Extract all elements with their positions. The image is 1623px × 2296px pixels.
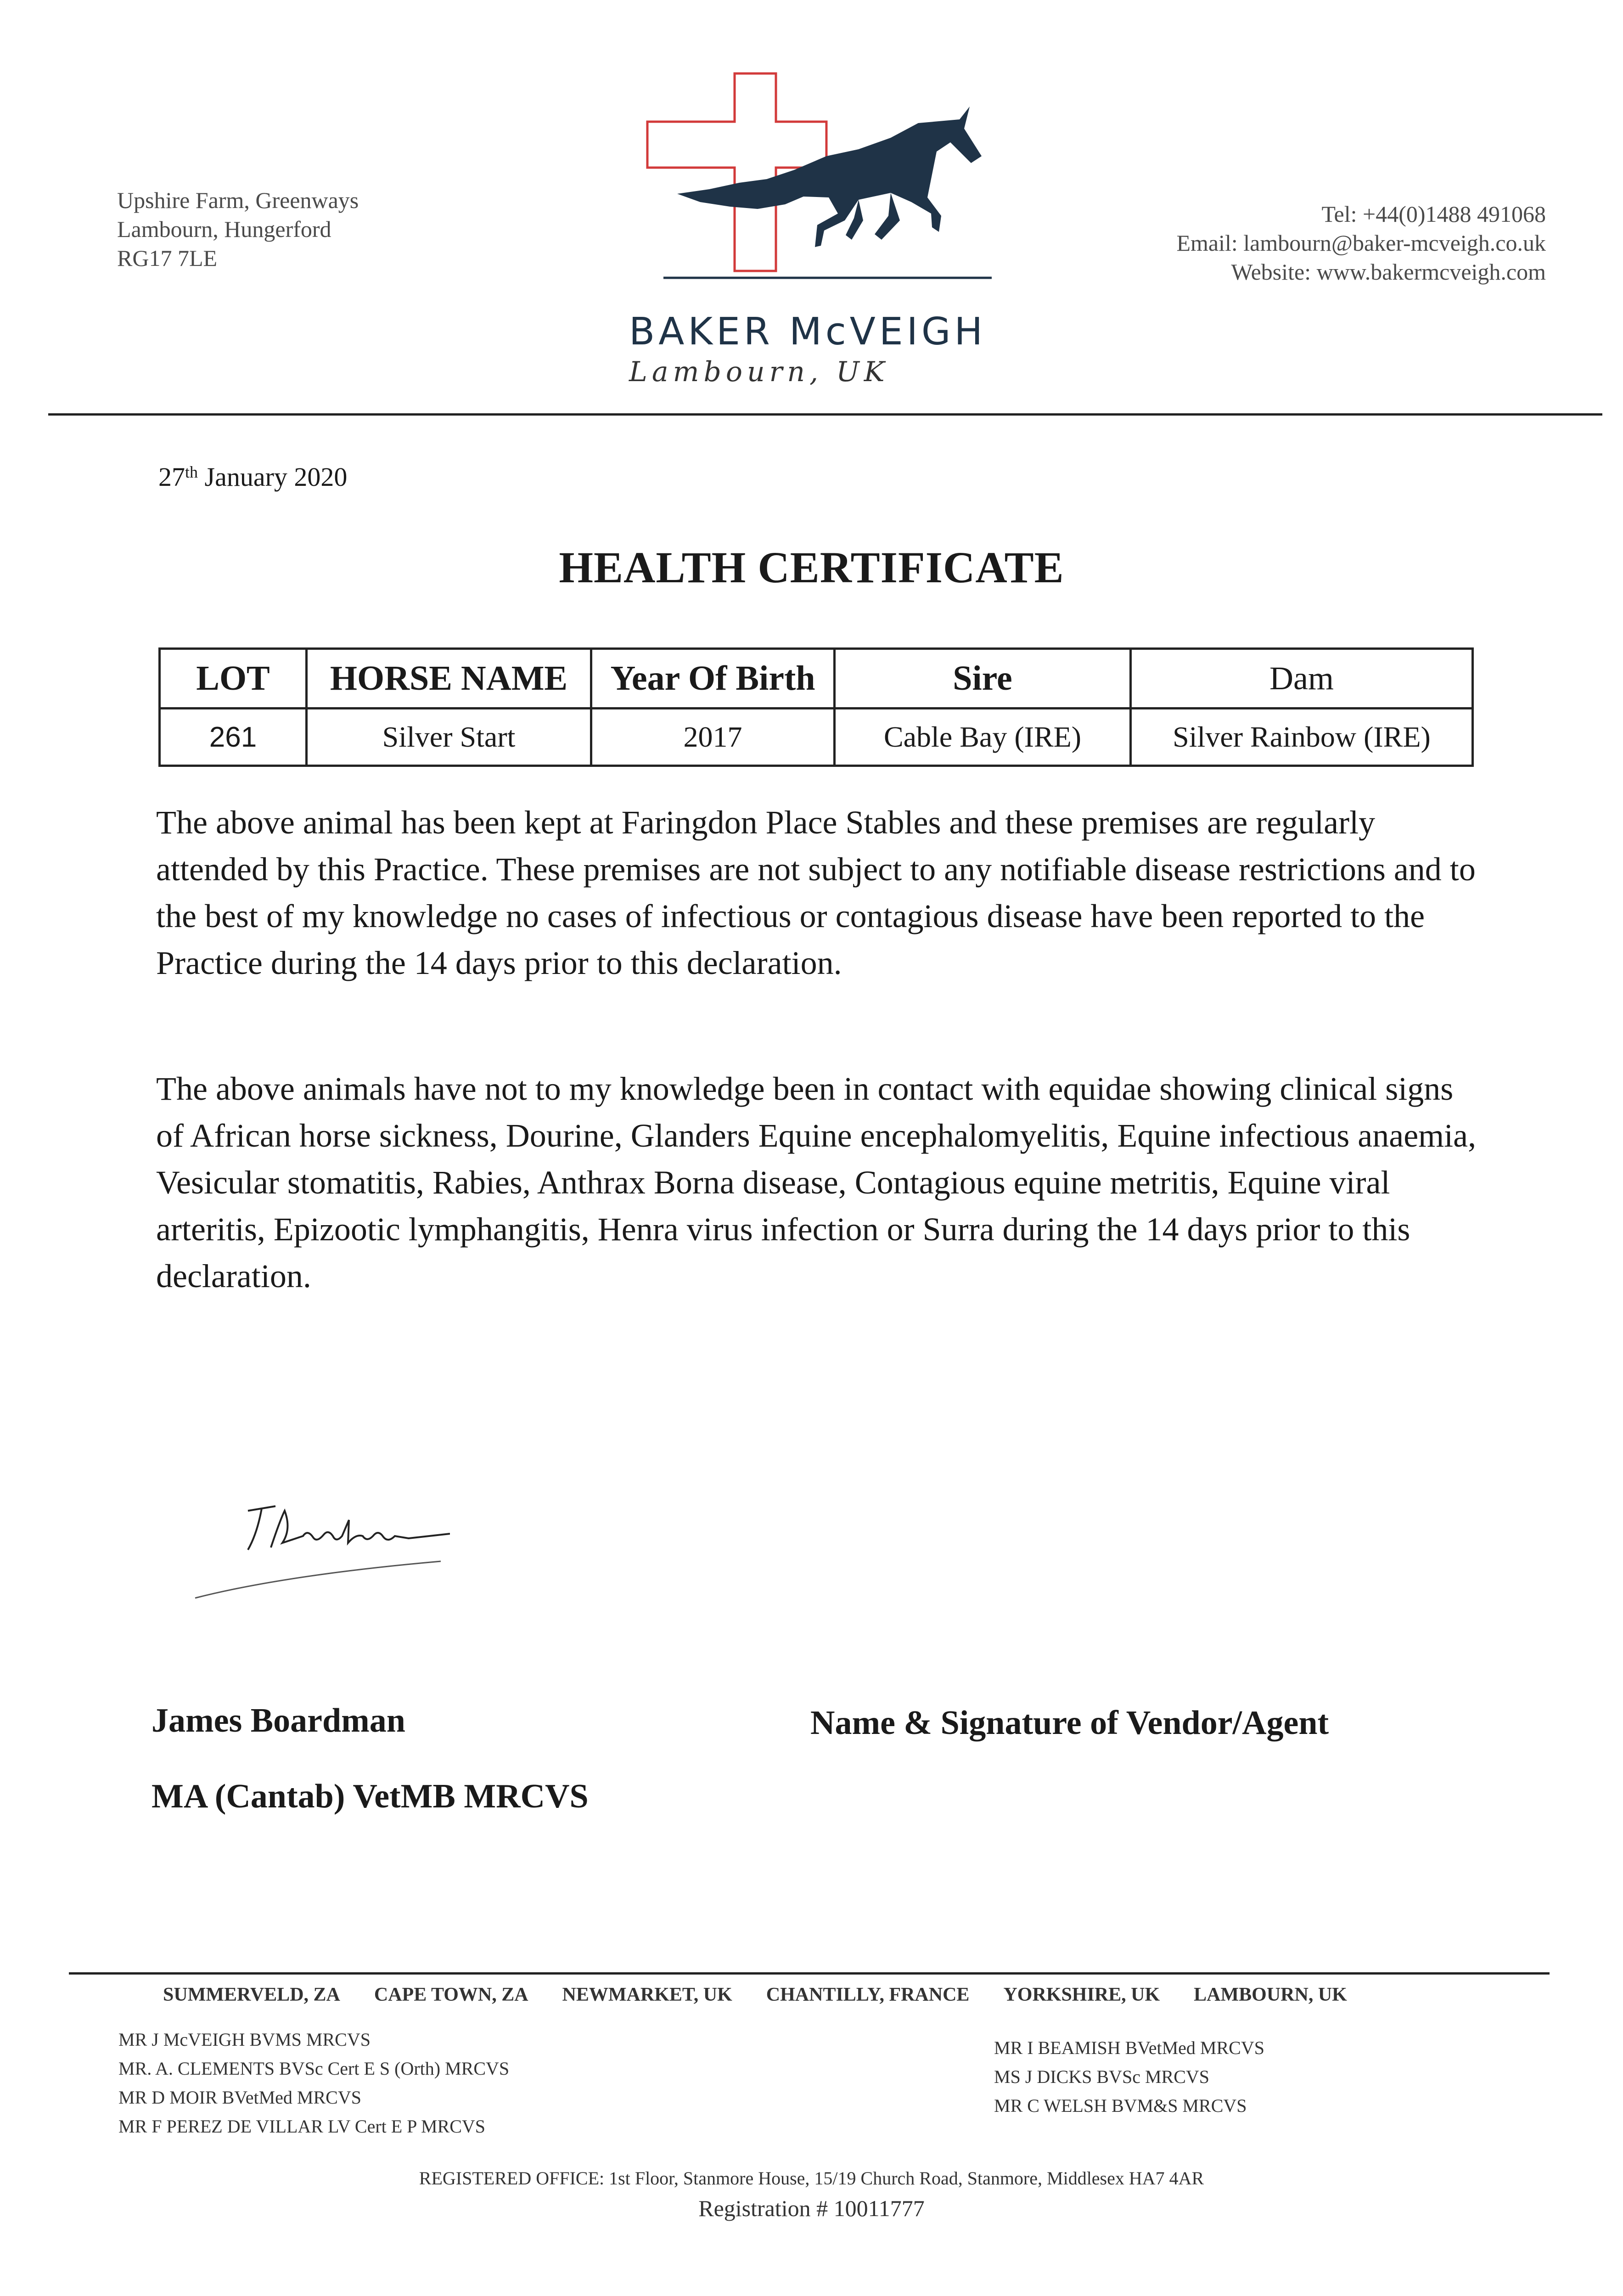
registered-office: REGISTERED OFFICE: 1st Floor, Stanmore House, 15/19 Church Road, Stanmore, Middlesex HA7 4AR [419,2168,1204,2189]
staff-member: MR D MOIR BVetMed MRCVS [118,2087,361,2108]
page-title: HEALTH CERTIFICATE [559,543,1064,592]
address-line: Upshire Farm, Greenways [117,187,359,213]
year-of-birth-cell: 2017 [591,709,835,766]
sire-cell: Cable Bay (IRE) [835,709,1131,766]
date-day: 27 [158,462,185,492]
column-header: Sire [835,649,1131,709]
office-location: NEWMARKET, UK [562,1984,732,2005]
footer-divider [69,1972,1550,1975]
staff-list-right [994,2033,1264,2120]
date-suffix: th [185,463,198,481]
staff-member: MR. A. CLEMENTS BVSc Cert E S (Orth) MRCVS [118,2058,510,2079]
vendor-signature-label: Name & Signature of Vendor/Agent [810,1704,1329,1742]
staff-member: MR J McVEIGH BVMS MRCVS [118,2029,371,2050]
office-location: SUMMERVELD, ZA [163,1984,340,2005]
lot-cell: 261 [160,709,307,766]
horse-cross-logo [643,69,992,289]
table-row [160,709,1473,766]
office-location: YORKSHIRE, UK [1003,1984,1160,2005]
date-month-year: January 2020 [198,462,348,492]
website-text: Website: www.bakermcveigh.com [1231,259,1546,285]
office-location: CAPE TOWN, ZA [374,1984,528,2005]
header-divider [48,413,1602,416]
address-line: RG17 7LE [117,245,218,271]
declaration-paragraph-premises: The above animal has been kept at Faringdon Place Stables and these premises are regularly attended by this Practice. These premises are not subject to any notifiable disease restrictions and to the best of my knowledge no cases of infectious or contagious disease have been reported to the Practice during the 14 days prior to this declaration. [156,804,1476,981]
office-locations [163,1984,1381,2006]
staff-member: MR I BEAMISH BVetMed MRCVS [994,2037,1264,2058]
table-header-row [160,649,1473,709]
dam-cell: Silver Rainbow (IRE) [1131,709,1473,766]
column-header: LOT [160,649,307,709]
handwritten-signature [193,1492,450,1603]
tel-text: Tel: +44(0)1488 491068 [1321,201,1546,227]
brand-name: BAKER McVEIGH [629,310,987,354]
office-location: LAMBOURN, UK [1194,1984,1347,2005]
certificate-date [158,461,347,492]
declaration-paragraph-diseases: The above animals have not to my knowledge been in contact with equidae showing clinical signs of African horse sickness, Dourine, Glanders Equine encephalomyelitis, Equine infectious anaemia, Vesicular stomatitis, Rabies, Anthrax Borna disease, Contagious equine metritis, Equine viral arteritis, Epizootic lymphangitis, Henra virus infection or Surra during the 14 days prior to this declaration. [156,1070,1477,1294]
signer-name: James Boardman [152,1702,405,1739]
horse-icon [677,107,982,247]
staff-list-left [118,2025,509,2141]
registration-number: Registration # 10011777 [698,2195,925,2221]
staff-member: MR C WELSH BVM&S MRCVS [994,2095,1247,2116]
signer-qualifications: MA (Cantab) VetMB MRCVS [152,1778,589,1815]
email-text: Email: lambourn@baker-mcveigh.co.uk [1176,230,1546,256]
office-location: CHANTILLY, FRANCE [766,1984,970,2005]
column-header: Dam [1131,649,1473,709]
column-header: HORSE NAME [307,649,591,709]
staff-member: MS J DICKS BVSc MRCVS [994,2066,1210,2087]
practice-address [117,186,359,273]
horse-details-table [158,647,1474,767]
practice-contact [1176,200,1546,287]
brand-location: Lambourn, UK [629,356,889,388]
horse-name-cell: Silver Start [307,709,591,766]
staff-member: MR F PEREZ DE VILLAR LV Cert E P MRCVS [118,2116,486,2137]
column-header: Year Of Birth [591,649,835,709]
address-line: Lambourn, Hungerford [117,216,331,242]
